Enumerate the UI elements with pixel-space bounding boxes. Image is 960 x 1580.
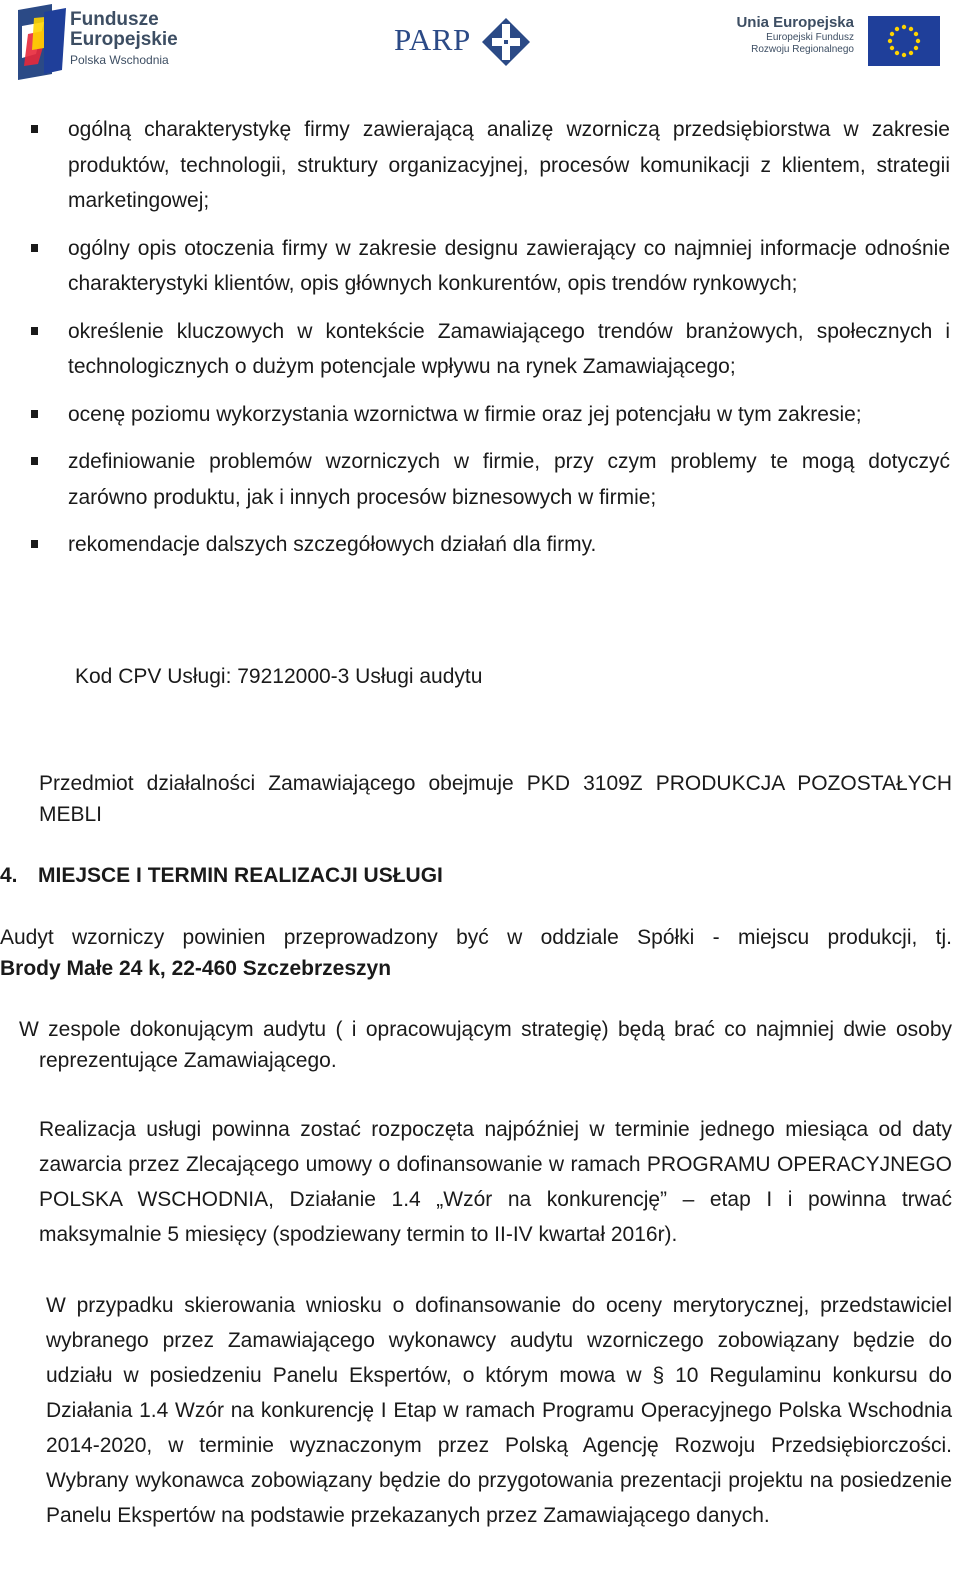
list-item-text: zdefiniowanie problemów wzorniczych w firmie, przy czym problemy te mogą dotyczyć zarówno produktu, jak i innych procesów biznesowych w firmie; [68,450,950,509]
list-item [0,397,960,433]
fe-flag-icon [14,4,68,80]
list-item-text: rekomendacje dalszych szczegółowych działań dla firmy. [68,533,597,556]
location-address: Brody Małe 24 k, 22-460 Szczebrzeszyn [0,957,392,980]
section-number: 4. [0,864,18,887]
section-heading [0,860,443,892]
fundusze-europejskie-logo [14,4,194,80]
list-item-text: ogólną charakterystykę firmy zawierającą analizę wzorniczą przedsiębiorstwa w zakresie produktów, technologii, struktury organizacyjnej, procesów komunikacji z klientem, strategii marketingowej; [68,118,950,212]
pkd-activity: Przedmiot działalności Zamawiającego obejmuje PKD 3109Z PRODUKCJA POZOSTAŁYCH MEBLI [39,772,952,826]
square-bullet-icon [31,410,38,418]
square-bullet-icon [31,457,38,465]
ue-logo-subtitle-1: Europejski Fundusz [766,32,854,43]
list-item [0,231,960,302]
eu-flag-icon [868,16,940,66]
parp-logo [394,14,539,70]
team-paragraph: W zespole dokonującym audytu ( i opracowującym strategię) będą brać co najmniej dwie osoby reprezentujące Zamawiającego. [19,1018,952,1072]
bullet-list [0,112,960,575]
square-bullet-icon [31,327,38,335]
list-item-text: określenie kluczowych w kontekście Zamawiającego trendów branżowych, społecznych i technologicznych o dużym potencjale wpływu na rynek Zamawiającego; [68,319,950,378]
list-item [0,112,960,219]
fe-logo-text [70,10,178,67]
square-bullet-icon [31,540,38,548]
list-item-text: ocenę poziomu wykorzystania wzornictwa w firmie oraz jej potencjału w tym zakresie; [68,402,862,426]
deadline-paragraph: Realizacja usługi powinna zostać rozpoczęta najpóźniej w terminie jednego miesiąca od daty zawarcia przez Zlecającego umowy o dofinansowanie w ramach PROGRAMU OPERACYJNEGO POLSKA WSCHODNIA, Działanie 1.4 „Wzór na konkurencję” – etap I i powinna trwać maksymalnie 5 miesięcy (spodziewany termin to II-IV kwartał 2016r). [39,1118,952,1246]
parp-mark-icon [480,16,532,68]
unia-europejska-logo [730,14,945,70]
parp-logo-text: PARP [394,22,471,57]
fe-logo-line1: Fundusze [70,9,159,30]
square-bullet-icon [31,244,38,252]
list-item-text: ogólny opis otoczenia firmy w zakresie designu zawierający co najmniej informacje odnośnie charakterystyki klientów, opis głównych konkurentów, opis trendów rynkowych; [68,236,950,295]
ue-logo-title: Unia Europejska [736,14,854,31]
fe-logo-line2: Europejskie [70,29,178,50]
square-bullet-icon [31,125,38,133]
section-title: MIEJSCE I TERMIN REALIZACJI USŁUGI [38,864,443,887]
list-item [0,527,960,563]
experts-paragraph: W przypadku skierowania wniosku o dofinansowanie do oceny merytorycznej, przedstawiciel wybranego przez Zamawiającego wykonawcy audytu wzorniczego zobowiązany będzie do udziału w posiedzeniu Panelu Ekspertów, o którym mowa w § 10 Regulaminu konkursu do Działania 1.4 Wzór na konkurencję I Etap w ramach Programu Operacyjnego Polska Wschodnia 2014-2020, w terminie wyznaczonym przez Polską Agencję Rozwoju Przedsiębiorczości. Wybrany wykonawca zobowiązany będzie do przygotowania prezentacji projektu na posiedzenie Panelu Ekspertów na podstawie przekazanych przez Zamawiającego danych. [46,1294,952,1527]
ue-logo-subtitle-2: Rozwoju Regionalnego [751,44,854,55]
page-header [0,0,960,90]
ue-logo-text [730,14,854,56]
cpv-code: Kod CPV Usługi: 79212000-3 Usługi audytu [75,665,483,688]
location-text: Audyt wzorniczy powinien przeprowadzony być w oddziale Spółki - miejscu produkcji, tj. [0,926,952,949]
list-item [0,314,960,385]
fe-logo-line3: Polska Wschodnia [70,53,169,67]
list-item [0,444,960,515]
